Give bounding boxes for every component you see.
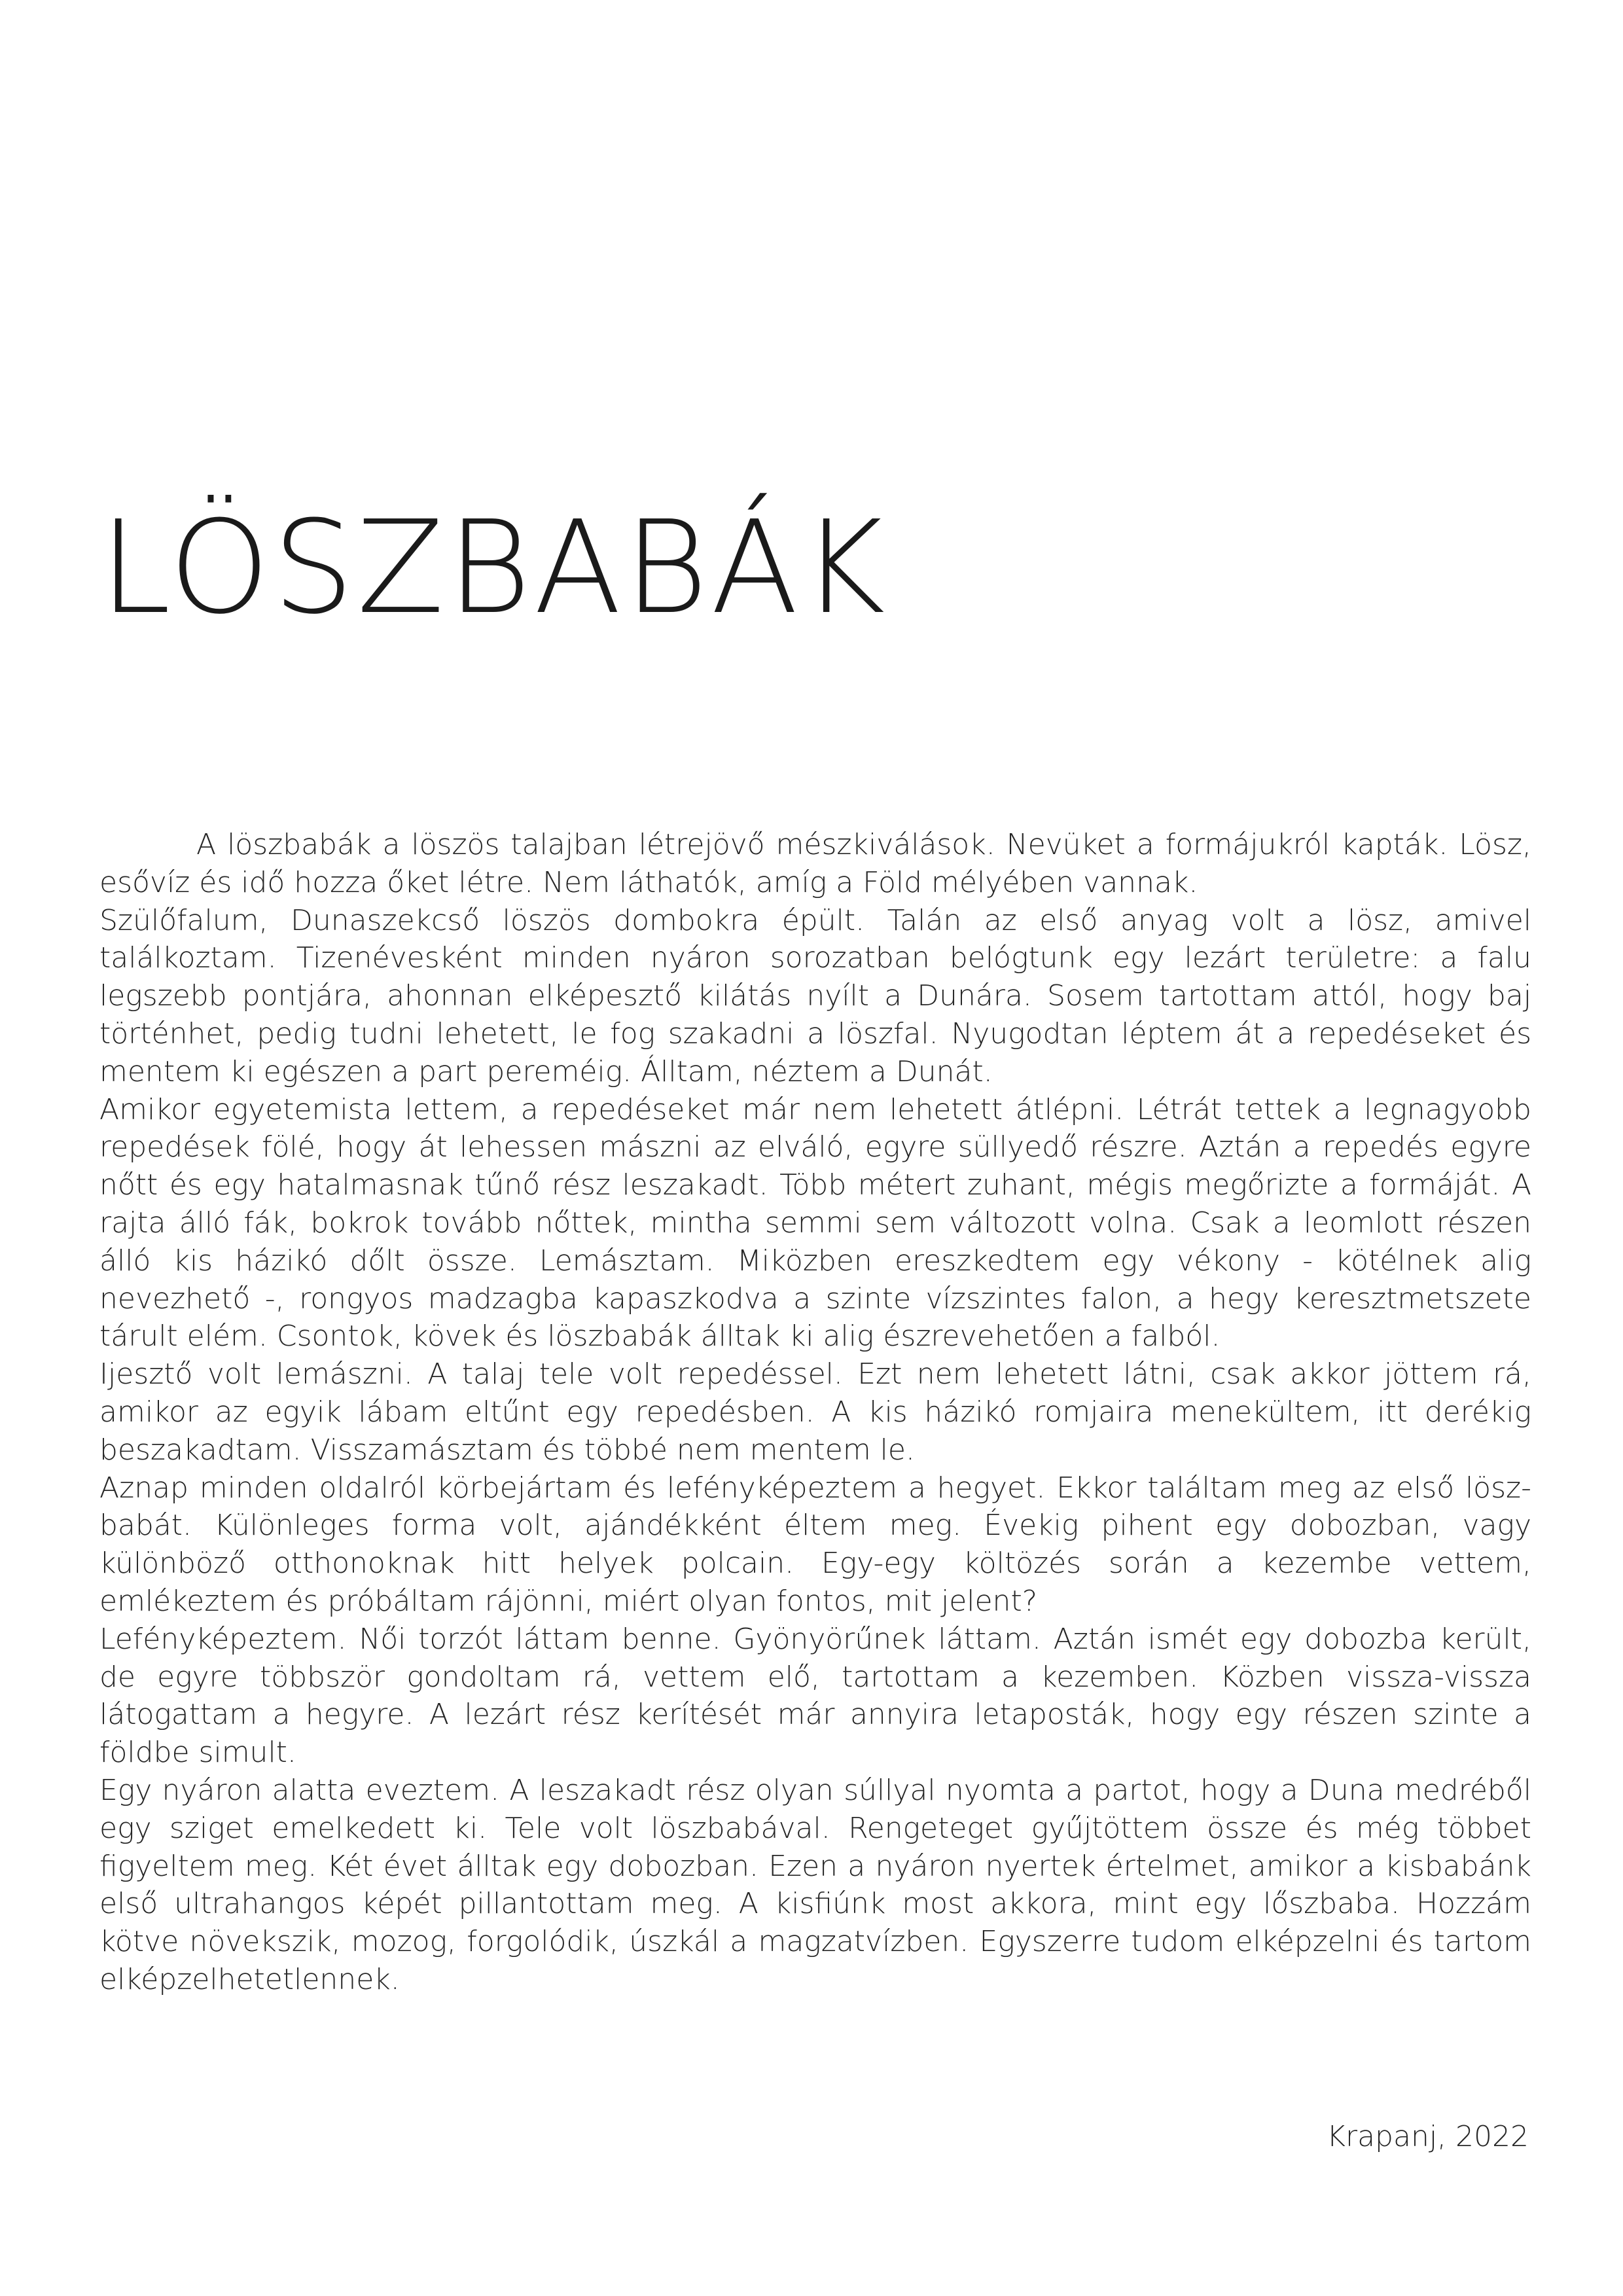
page-title: LÖSZBABÁK	[99, 493, 888, 643]
paragraph: Lefényképeztem. Női torzót láttam benne. Gyönyörűnek láttam. Aztán ismét egy dobozba került, de egyre többször gondoltam rá, vettem elő, tartottam a kezemben. Közben vissza-vissza látogattam a hegyre. A lezárt rész kerítését már annyira letaposták, hogy egy részen szinte a földbe simult.	[99, 1622, 1531, 1770]
paragraph: Aznap minden oldalról körbejártam és lefényképeztem a hegyet. Ekkor találtam meg az első löszbabát. Különleges forma volt, ajándékként éltem meg. Évekig pihent egy dobozban, vagy különböző otthonoknak hitt helyek polcain. Egy-egy költözés során a kezembe vettem, emlékeztem és próbáltam rájönni, miért olyan fontos, mit jelent?	[99, 1471, 1531, 1618]
essay-body	[99, 826, 1531, 1999]
paragraph: Ijesztő volt lemászni. A talaj tele volt repedéssel. Ezt nem lehetett látni, csak akkor jöttem rá, amikor az egyik lábam eltűnt egy repedésben. A kis házikó romjaira menekültem, itt derékig beszakadtam. Visszamásztam és többé nem mentem le.	[99, 1357, 1531, 1467]
paragraph: Amikor egyetemista lettem, a repedéseket már nem lehetett átlépni. Létrát tettek a legnagyobb repedések fölé, hogy át lehessen mászni az elváló, egyre süllyedő részre. Aztán a repedés egyre nőtt és egy hatalmasnak tűnő rész leszakadt. Több métert zuhant, mégis megőrizte a formáját. A rajta álló fák, bokrok tovább nőttek, mintha semmi sem változott volna. Csak a leomlott részen álló kis házikó dőlt össze. Lemásztam. Miközben ereszkedtem egy vékony - kötélnek alig nevezhető -, rongyos madzagba kapaszkodva a szinte vízszintes falon, a hegy keresztmetszete tárult elém. Csontok, kövek és löszbabák álltak ki alig észrevehetően a falból.	[99, 1092, 1531, 1354]
paragraph: A löszbabák a löszös talajban létrejövő mészkiválások. Nevüket a formájukról kapták. Lösz, esővíz és idő hozza őket létre. Nem láthatók, amíg a Föld mélyében vannak.	[99, 828, 1531, 899]
paragraph: Egy nyáron alatta eveztem. A leszakadt rész olyan súllyal nyomta a partot, hogy a Duna medréből egy sziget emelkedett ki. Tele volt löszbabával. Rengeteget gyűjtöttem össze és még többet figyeltem meg. Két évet álltak egy dobozban. Ezen a nyáron nyertek értelmet, amikor a kisbabánk első ultrahangos képét pillantottam meg. A kisfiúnk most akkora, mint egy lőszbaba. Hozzám kötve növekszik, mozog, forgolódik, úszkál a magzatvízben. Egyszerre tudom elképzelni és tartom elképzelhetetlennek.	[99, 1773, 1531, 1996]
signature-place-date: Krapanj, 2022	[1327, 2120, 1529, 2153]
paragraph: Szülőfalum, Dunaszekcső löszös dombokra épült. Talán az első anyag volt a lösz, amivel találkoztam. Tizenévesként minden nyáron sorozatban belógtunk egy lezárt területre: a falu legszebb pontjára, ahonnan elképesztő kilátás nyílt a Dunára. Sosem tartottam attól, hogy baj történhet, pedig tudni lehetett, le fog szakadni a löszfal. Nyugodtan léptem át a repedéseket és mentem ki egészen a part pereméig. Álltam, néztem a Dunát.	[99, 903, 1531, 1088]
